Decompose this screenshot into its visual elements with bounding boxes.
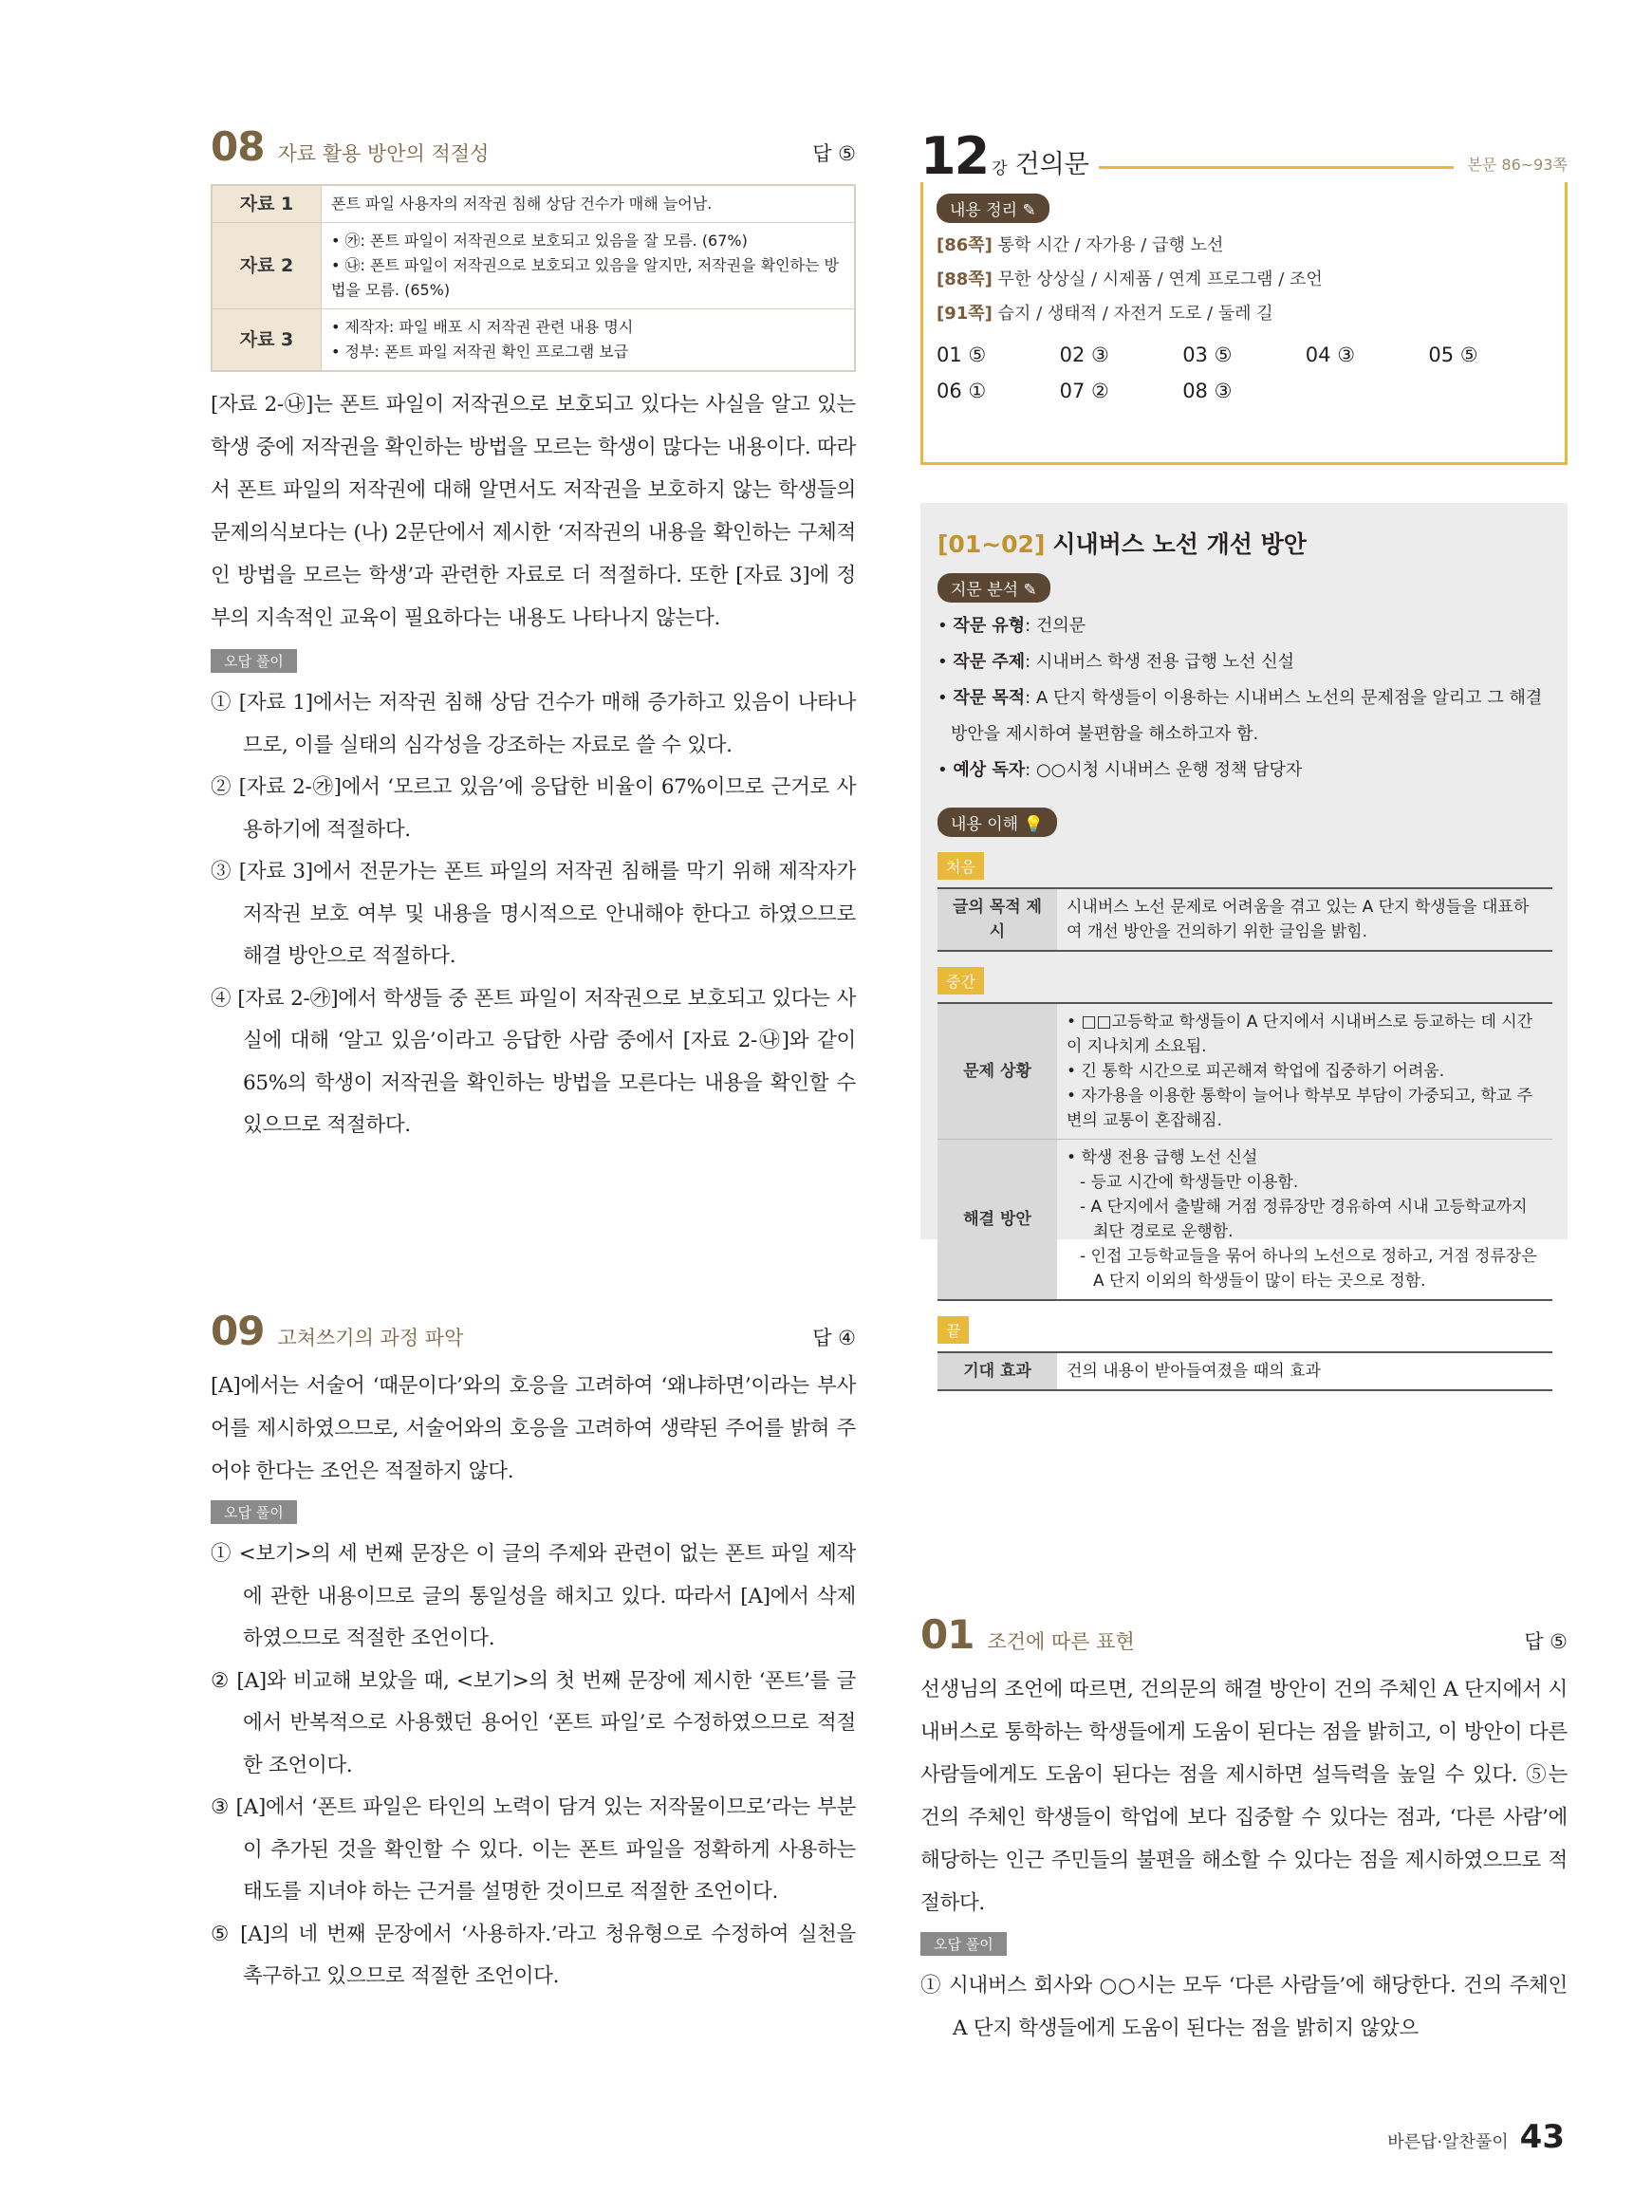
lesson-unit: 강 (992, 159, 1008, 178)
wrong-answer-list (211, 682, 856, 1147)
lesson-header (920, 123, 1568, 186)
table-row (937, 1352, 1552, 1390)
divider (1099, 166, 1455, 169)
material-line: • ㉯: 폰트 파일이 저작권으로 보호되고 있음을 알지만, 저작권을 확인하는 방법을 모름. (65%) (331, 253, 845, 303)
analysis-label: 지문 분석 ✎ (937, 573, 1050, 603)
explanation-text: [자료 2-㉯]는 폰트 파일이 저작권으로 보호되고 있다는 사실을 알고 있는 학생 중에 저작권을 확인하는 방법을 모르는 학생이 많다는 내용이다. 따라서 폰트 파일의 저작권에 대해 알면서도 저작권을 보호하지 않는 학생들의 문제의식보다는 (나) 2문단에서 제시한 ‘저작권의 내용을 확인하는 구체적인 방법을 모르는 학생’과 관련한 자료로 더 적절하다. 또한 [자료 3]에 정부의 지속적인 교육이 필요하다는 내용도 나타나지 않는다. (211, 393, 856, 630)
row-value: 건의 내용이 받아들여졌을 때의 효과 (1057, 1352, 1552, 1390)
list-item: ③ [자료 3]에서 전문가는 폰트 파일의 저작권 침해를 막기 위해 제작자가 저작권 보호 여부 및 내용을 명시적으로 안내해야 한다고 하였으므로 해결 방안으로 적절하다. (211, 860, 856, 968)
content-table (937, 1002, 1552, 1301)
analysis-box (920, 503, 1568, 1381)
summary-line: [88쪽] 무한 상상실 / 시제품 / 연계 프로그램 / 조언 (937, 270, 1323, 289)
list-item: • 학생 전용 급행 노선 신설 (1067, 1145, 1543, 1170)
table-row (937, 1140, 1552, 1301)
list-item: ④ [자료 2-㉮]에서 학생들 중 폰트 파일이 저작권으로 보호되고 있다는 사실에 대해 ‘알고 있음’이라고 응답한 사람 중에서 [자료 2-㉯]와 같이 65%의 학생이 저작권을 확인하는 방법을 모른다는 내용을 확인할 수 있으므로 적절하다. (211, 986, 856, 1137)
summary-label: 내용 정리 ✎ (937, 194, 1049, 223)
question-number: 01 (920, 1611, 974, 1658)
question-09 (211, 1308, 856, 1998)
list-item: • 긴 통학 시간으로 피곤해져 학업에 집중하기 어려움. (1067, 1059, 1543, 1084)
question-title: 자료 활용 방안의 적절성 (277, 142, 490, 165)
question-title: 고쳐쓰기의 과정 파악 (277, 1327, 464, 1349)
right-column (920, 123, 1568, 2040)
row-value: 시내버스 노선 문제로 어려움을 겪고 있는 A 단지 학생들을 대표하여 개선 방안을 건의하기 위한 글임을 밝힘. (1057, 888, 1552, 951)
wrong-answer-tag: 오답 풀이 (920, 1932, 1007, 1956)
question-title: 조건에 따른 표현 (987, 1630, 1135, 1653)
row-key: 기대 효과 (937, 1352, 1057, 1390)
list-item: ① <보기>의 세 번째 문장은 이 글의 주제와 관련이 없는 폰트 파일 제작에 관한 내용이므로 글의 통일성을 해치고 있다. 따라서 [A]에서 삭제하였으므로 적절한 조언이다. (211, 1542, 856, 1650)
list-item: • □□고등학교 학생들이 A 단지에서 시내버스로 등교하는 데 시간이 지나치게 소요됨. (1067, 1010, 1543, 1059)
wrong-answer-tag: 오답 풀이 (211, 649, 297, 673)
answer-item: 03 ⑤ (1182, 344, 1233, 366)
material-key: 자료 1 (212, 185, 322, 223)
material-value: 폰트 파일 사용자의 저작권 침해 상담 건수가 매해 늘어남. (322, 185, 856, 223)
page-footer (1387, 2118, 1565, 2156)
summary-lines (937, 229, 1551, 331)
lesson-number: 12 (920, 126, 989, 186)
stage-label: 처음 (937, 852, 984, 880)
content-table (937, 887, 1552, 952)
summary-line: [91쪽] 습지 / 생태적 / 자전거 도로 / 둘레 길 (937, 304, 1273, 324)
summary-box (920, 182, 1568, 465)
material-key: 자료 3 (212, 309, 322, 372)
table-row (937, 888, 1552, 951)
page-number: 43 (1519, 2118, 1565, 2156)
question-08-header (211, 123, 856, 180)
answer-grid (937, 337, 1551, 409)
wrong-answer-list (920, 1965, 1568, 2050)
answer-item: 05 ⑤ (1428, 344, 1478, 366)
list-item: • 자가용을 이용한 통학이 늘어나 학부모 부담이 가중되고, 학교 주변의 교통이 혼잡해짐. (1067, 1084, 1543, 1133)
wrong-answer-list (211, 1534, 856, 1998)
list-item: - 등교 시간에 학생들만 이용함. (1067, 1170, 1543, 1195)
answer-item: 07 ② (1059, 380, 1109, 402)
list-item: • 작문 목적: A 단지 학생들이 이용하는 시내버스 노선의 문제점을 알리고 그 해결 방안을 제시하여 불편함을 해소하고자 함. (937, 680, 1552, 753)
question-number: 08 (211, 123, 265, 170)
row-key: 글의 목적 제시 (937, 888, 1057, 951)
left-column (211, 123, 856, 1988)
understand-label: 내용 이해 💡 (937, 808, 1057, 837)
explanation-text: 선생님의 조언에 따르면, 건의문의 해결 방안이 건의 주체인 A 단지에서 시내버스로 통학하는 학생들에게 도움이 된다는 점을 밝히고, 이 방안이 다른 사람들에게도 도움이 된다는 점을 제시하면 설득력을 높일 수 있다. ⑤는 건의 주체인 학생들이 학업에 보다 집중할 수 있다는 점과, ‘다른 사람’에 해당하는 인근 주민들의 불편을 해소할 수 있다는 점을 제시하였으므로 적절하다. (920, 1678, 1568, 1915)
answer-item: 01 ⑤ (937, 344, 987, 366)
list-item: • 작문 유형: 건의문 (937, 608, 1552, 644)
answer-label: 답 ⑤ (1524, 1630, 1568, 1653)
row-value (1057, 1140, 1552, 1301)
analysis-points (937, 608, 1552, 789)
pencil-icon: ✎ (1023, 581, 1037, 600)
answer-item: 06 ① (937, 380, 987, 402)
answer-item: 04 ③ (1305, 344, 1356, 366)
question-01 (920, 1611, 1568, 2050)
table-row (937, 1003, 1552, 1140)
answer-item: 08 ③ (1182, 380, 1233, 402)
list-item: ③ [A]에서 ‘폰트 파일은 타인의 노력이 담겨 있는 저작물이므로’라는 부분이 추가된 것을 확인할 수 있다. 이는 폰트 파일을 정확하게 사용하는 태도를 지녀야 하는 근거를 설명한 것이므로 적절한 조언이다. (211, 1795, 856, 1904)
content-table (937, 1351, 1552, 1391)
row-value (1057, 1003, 1552, 1140)
list-item: ① 시내버스 회사와 ○○시는 모두 ‘다른 사람들’에 해당한다. 건의 주체인 A 단지 학생들에게 도움이 된다는 점을 밝히지 않았으 (920, 1974, 1568, 2040)
list-item: - A 단지에서 출발해 거점 정류장만 경유하여 시내 고등학교까지 최단 경로로 운행함. (1067, 1195, 1543, 1244)
answer-item: 02 ③ (1059, 344, 1109, 366)
list-item: ② [A]와 비교해 보았을 때, <보기>의 첫 번째 문장에 제시한 ‘폰트’를 글에서 반복적으로 사용했던 용어인 ‘폰트 파일’로 수정하였으므로 적절한 조언이다. (211, 1668, 856, 1777)
stage-label: 중간 (937, 967, 984, 994)
summary-line: [86쪽] 통학 시간 / 자가용 / 급행 노선 (937, 235, 1224, 255)
answer-label: 답 ④ (812, 1327, 856, 1349)
material-line: • 정부: 폰트 파일 저작권 확인 프로그램 보급 (331, 340, 845, 364)
list-item: ① [자료 1]에서는 저작권 침해 상담 건수가 매해 증가하고 있음이 나타나므로, 이를 실태의 심각성을 강조하는 자료로 쓸 수 있다. (211, 691, 856, 757)
footer-label: 바른답·알찬풀이 (1387, 2132, 1509, 2152)
wrong-answer-tag: 오답 풀이 (211, 1500, 297, 1524)
lightbulb-icon: 💡 (1023, 815, 1044, 834)
list-item: - 인접 고등학교들을 묶어 하나의 노선으로 정하고, 거점 정류장은 A 단지 이외의 학생들이 많이 타는 곳으로 정함. (1067, 1244, 1543, 1293)
explanation-text: [A]에서는 서술어 ‘때문이다’와의 호응을 고려하여 ‘왜냐하면’이라는 부사어를 제시하였으므로, 서술어와의 호응을 고려하여 생략된 주어를 밝혀 주어야 한다는 조언은 적절하지 않다. (211, 1374, 856, 1483)
material-table (211, 184, 856, 372)
list-item: ⑤ [A]의 네 번째 문장에서 ‘사용하자.’라고 청유형으로 수정하여 실천을 촉구하고 있으므로 적절한 조언이다. (211, 1922, 856, 1988)
pencil-icon: ✎ (1022, 201, 1036, 220)
material-key: 자료 2 (212, 223, 322, 309)
list-item: • 예상 독자: ○○시청 시내버스 운행 정책 담당자 (937, 753, 1552, 789)
material-value (322, 309, 856, 372)
table-row (212, 309, 855, 372)
stage-label: 끝 (937, 1316, 969, 1344)
box-title: [01~02] 시내버스 노선 개선 방안 (937, 530, 1307, 558)
page-reference: 본문 86~93쪽 (1467, 156, 1568, 174)
material-value (322, 223, 856, 309)
table-row (212, 223, 855, 309)
question-09-header (211, 1308, 856, 1365)
question-01-header (920, 1611, 1568, 1668)
lesson-title: 건의문 (1014, 150, 1089, 179)
answer-label: 답 ⑤ (812, 142, 856, 165)
material-line: • 제작자: 파일 배포 시 저작권 관련 내용 명시 (331, 315, 845, 340)
list-item: • 작문 주제: 시내버스 학생 전용 급행 노선 신설 (937, 644, 1552, 680)
material-line: • ㉮: 폰트 파일이 저작권으로 보호되고 있음을 잘 모름. (67%) (331, 229, 845, 253)
list-item: ② [자료 2-㉮]에서 ‘모르고 있음’에 응답한 비율이 67%이므로 근거로 사용하기에 적절하다. (211, 775, 856, 842)
table-row (212, 185, 855, 223)
question-number: 09 (211, 1308, 265, 1354)
row-key: 문제 상황 (937, 1003, 1057, 1140)
row-key: 해결 방안 (937, 1140, 1057, 1301)
